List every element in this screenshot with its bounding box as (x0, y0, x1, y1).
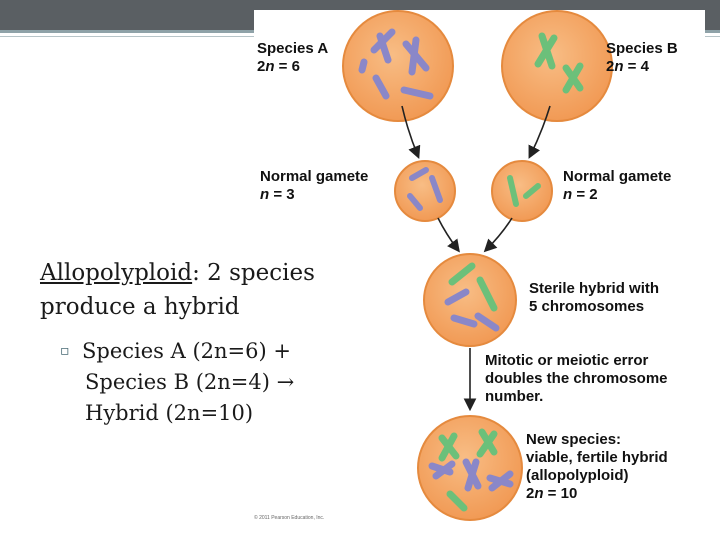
species-b-label: Species B 2n = 4 (606, 40, 678, 75)
species-b-cell (502, 11, 612, 121)
heading-line2: produce a hybrid (40, 294, 240, 320)
species-a-cell (343, 11, 453, 121)
arrow-right-icon: → (276, 370, 295, 394)
bullet-marker-icon: ▫ (60, 343, 70, 359)
gamete-a-cell (395, 161, 455, 221)
heading-rest: : 2 species (192, 260, 315, 286)
slide-heading (40, 256, 370, 324)
gamete-a-label: Normal gamete n = 3 (260, 168, 369, 203)
bullet-line1: Species A (2n=6) + (82, 339, 291, 363)
sterile-hybrid-cell (424, 254, 516, 346)
arrow-gamete-b-to-hybrid (486, 218, 512, 250)
new-species-label: New species: viable, fertile hybrid (allopolyploid) 2n = 10 (526, 431, 668, 502)
heading-term: Allopolyploid (40, 260, 193, 286)
bullet-line2: Species B (2n=4) (85, 370, 270, 394)
arrow-gamete-a-to-hybrid (438, 218, 458, 250)
hybrid-label: Sterile hybrid with 5 chromosomes (529, 280, 660, 315)
error-label: Mitotic or meiotic error doubles the chromosome number. (485, 352, 668, 405)
species-a-label: Species A 2n = 6 (257, 40, 329, 75)
gamete-b-label: Normal gamete n = 2 (563, 168, 672, 203)
bullet-point (60, 336, 360, 429)
gamete-b-cell (492, 161, 552, 221)
copyright-notice: © 2011 Pearson Education, Inc. (254, 515, 325, 521)
bullet-line3: Hybrid (2n=10) (85, 401, 254, 425)
new-species-cell (418, 416, 522, 520)
